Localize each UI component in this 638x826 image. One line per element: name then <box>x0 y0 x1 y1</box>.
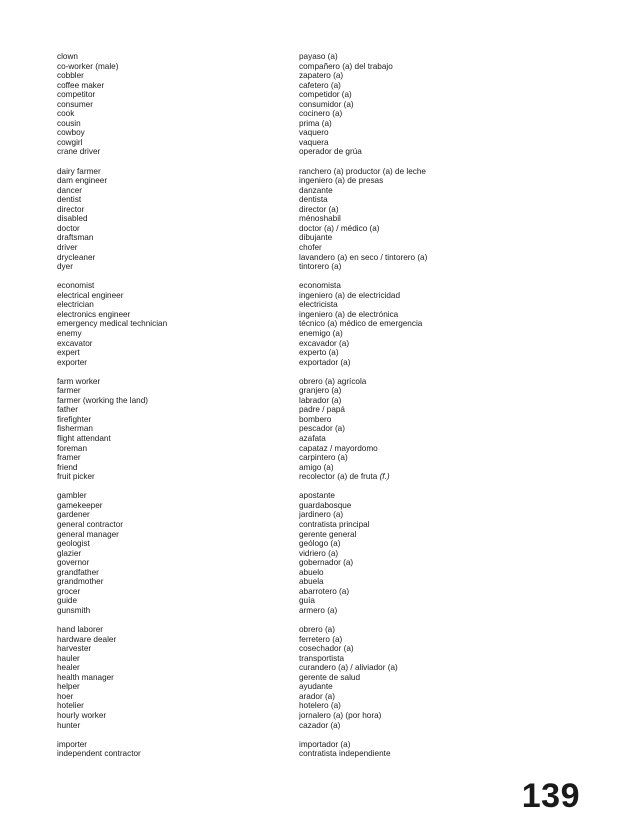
english-term: general manager <box>57 529 119 539</box>
english-term: firefighter <box>57 414 92 424</box>
spanish-translation-text: arador (a) <box>299 691 335 701</box>
spanish-translation <box>299 424 599 434</box>
spanish-translation-text: dibujante <box>299 233 333 243</box>
english-term: cowboy <box>57 128 85 138</box>
spanish-translation <box>299 300 599 310</box>
spanish-term-group <box>299 377 599 482</box>
spanish-translation <box>299 434 599 444</box>
english-term: hoer <box>57 691 74 701</box>
spanish-translation <box>299 90 599 100</box>
english-term: farm worker <box>57 376 101 386</box>
spanish-translation-text: ingeniero (a) de presas <box>299 176 384 186</box>
spanish-translation-text: vaquero <box>299 128 329 138</box>
spanish-translation-text: doctor (a) / médico (a) <box>299 223 380 233</box>
english-term: dam engineer <box>57 176 108 186</box>
english-term: importer <box>57 739 88 749</box>
spanish-term-group <box>299 167 599 272</box>
spanish-translation-text: capataz / mayordomo <box>299 443 378 453</box>
spanish-translation <box>299 635 599 645</box>
english-term: expert <box>57 348 80 358</box>
spanish-translation-text: dentista <box>299 195 328 205</box>
spanish-translation <box>299 654 599 664</box>
spanish-translation-text: hotelero (a) <box>299 701 341 711</box>
spanish-translation-text: importador (a) <box>299 739 351 749</box>
spanish-translation-text: vidriero (a) <box>299 548 339 558</box>
spanish-translation <box>299 644 599 654</box>
english-term: excavator <box>57 338 93 348</box>
spanish-translation <box>299 167 599 177</box>
spanish-translation-text: transportista <box>299 653 345 663</box>
english-term-group <box>57 377 299 482</box>
spanish-translation <box>299 510 599 520</box>
english-term: glazier <box>57 548 82 558</box>
english-term-group <box>57 52 299 157</box>
spanish-translation <box>299 673 599 683</box>
english-term: flight attendant <box>57 434 111 444</box>
spanish-translation <box>299 549 599 559</box>
spanish-translation-text: exportador (a) <box>299 357 351 367</box>
spanish-translation <box>299 692 599 702</box>
spanish-column <box>299 52 599 768</box>
spanish-translation <box>299 100 599 110</box>
english-term: enemy <box>57 328 82 338</box>
spanish-translation <box>299 596 599 606</box>
english-term: hotelier <box>57 701 84 711</box>
english-term-group <box>57 491 299 615</box>
english-term-group <box>57 625 299 730</box>
english-term: gunsmith <box>57 605 91 615</box>
english-term: governor <box>57 558 90 568</box>
spanish-translation-text: obrero (a) <box>299 625 335 635</box>
spanish-translation-text: obrero (a) agrícola <box>299 376 367 386</box>
spanish-translation <box>299 453 599 463</box>
spanish-translation <box>299 472 599 482</box>
spanish-translation <box>299 52 599 62</box>
spanish-translation-text: chofer <box>299 242 322 252</box>
english-term: grandmother <box>57 577 104 587</box>
spanish-term-group <box>299 52 599 157</box>
english-term: electrical engineer <box>57 290 124 300</box>
english-term: fruit picker <box>57 472 95 482</box>
english-term: grocer <box>57 586 81 596</box>
spanish-term-group <box>299 625 599 730</box>
spanish-translation-text: abuela <box>299 577 324 587</box>
english-term-group <box>57 281 299 367</box>
spanish-translation <box>299 281 599 291</box>
english-term: exporter <box>57 357 88 367</box>
english-term: cook <box>57 109 75 119</box>
english-term: co-worker (male) <box>57 61 119 71</box>
spanish-translation-text: carpintero (a) <box>299 453 348 463</box>
spanish-translation <box>299 329 599 339</box>
spanish-translation-text: amigo (a) <box>299 462 334 472</box>
spanish-translation-text: enemigo (a) <box>299 328 343 338</box>
spanish-translation-text: ranchero (a) productor (a) de leche <box>299 166 426 176</box>
english-term: clown <box>57 52 78 61</box>
english-term: drycleaner <box>57 252 96 262</box>
spanish-translation <box>299 625 599 635</box>
gender-note: (f.) <box>379 472 390 482</box>
spanish-translation <box>299 530 599 540</box>
spanish-translation <box>299 701 599 711</box>
page-number: 139 <box>521 777 580 815</box>
spanish-translation <box>299 358 599 368</box>
spanish-translation-text: cazador (a) <box>299 720 341 730</box>
spanish-translation <box>299 749 599 759</box>
spanish-translation-text: cocinero (a) <box>299 109 343 119</box>
spanish-translation <box>299 243 599 253</box>
spanish-translation <box>299 663 599 673</box>
spanish-translation-text: payaso (a) <box>299 52 338 61</box>
spanish-translation <box>299 176 599 186</box>
spanish-translation <box>299 81 599 91</box>
spanish-translation <box>299 119 599 129</box>
spanish-translation <box>299 415 599 425</box>
spanish-translation-text: guía <box>299 596 315 606</box>
spanish-translation-text: competidor (a) <box>299 90 352 100</box>
spanish-translation <box>299 62 599 72</box>
glossary-columns <box>57 52 617 768</box>
spanish-translation-text: prima (a) <box>299 118 332 128</box>
english-term-group <box>57 740 299 759</box>
spanish-translation-text: guardabosque <box>299 500 352 510</box>
english-term: dairy farmer <box>57 166 101 176</box>
english-term: cowgirl <box>57 137 83 147</box>
spanish-translation-text: azafata <box>299 434 326 444</box>
spanish-translation <box>299 71 599 81</box>
spanish-translation <box>299 348 599 358</box>
english-term: crane driver <box>57 147 101 157</box>
spanish-translation <box>299 128 599 138</box>
english-term: competitor <box>57 90 96 100</box>
english-term: disabled <box>57 214 88 224</box>
spanish-translation-text: zapatero (a) <box>299 71 344 81</box>
english-term: gamekeeper <box>57 500 103 510</box>
spanish-translation <box>299 682 599 692</box>
english-term: doctor <box>57 223 80 233</box>
english-term: dancer <box>57 185 83 195</box>
spanish-translation-text: electricista <box>299 300 338 310</box>
english-term: consumer <box>57 99 93 109</box>
spanish-translation <box>299 214 599 224</box>
english-term: gambler <box>57 491 87 501</box>
spanish-term-group <box>299 740 599 759</box>
spanish-term-group <box>299 281 599 367</box>
spanish-translation <box>299 568 599 578</box>
spanish-translation-text: director (a) <box>299 204 339 214</box>
spanish-translation-text: granjero (a) <box>299 386 342 396</box>
english-term: general contractor <box>57 519 123 529</box>
english-term: draftsman <box>57 233 94 243</box>
spanish-translation <box>299 396 599 406</box>
spanish-translation <box>299 386 599 396</box>
spanish-translation-text: abarrotero (a) <box>299 586 350 596</box>
spanish-translation-text: operador de grúa <box>299 147 362 157</box>
english-term: healer <box>57 663 80 673</box>
english-term: farmer (working the land) <box>57 395 149 405</box>
spanish-translation <box>299 606 599 616</box>
spanish-translation-text: jornalero (a) (por hora) <box>299 710 382 720</box>
spanish-translation-text: compañero (a) del trabajo <box>299 61 393 71</box>
spanish-translation <box>299 195 599 205</box>
spanish-translation <box>299 405 599 415</box>
spanish-translation <box>299 377 599 387</box>
spanish-translation <box>299 539 599 549</box>
spanish-translation-text: ménoshabil <box>299 214 341 224</box>
spanish-translation-text: técnico (a) médico de emergencia <box>299 319 423 329</box>
spanish-translation-text: apostante <box>299 491 335 501</box>
english-term: hunter <box>57 720 81 730</box>
spanish-translation-text: experto (a) <box>299 348 339 358</box>
spanish-translation-text: abuelo <box>299 567 324 577</box>
spanish-translation <box>299 253 599 263</box>
spanish-translation-text: consumidor (a) <box>299 99 354 109</box>
spanish-translation-text: jardinero (a) <box>299 510 344 520</box>
english-term: hauler <box>57 653 80 663</box>
spanish-translation <box>299 224 599 234</box>
english-term: hardware dealer <box>57 634 117 644</box>
english-term: foreman <box>57 443 88 453</box>
spanish-translation-text: bombero <box>299 414 332 424</box>
spanish-translation-text: economista <box>299 281 341 291</box>
spanish-translation <box>299 711 599 721</box>
spanish-translation-text: ingeniero (a) de electrónica <box>299 309 399 319</box>
spanish-translation <box>299 291 599 301</box>
english-term: fisherman <box>57 424 93 434</box>
spanish-translation-text: ayudante <box>299 682 333 692</box>
spanish-translation <box>299 310 599 320</box>
spanish-translation <box>299 186 599 196</box>
english-term: electronics engineer <box>57 309 131 319</box>
english-term-group <box>57 167 299 272</box>
english-term: driver <box>57 242 78 252</box>
spanish-translation-text: curandero (a) / aliviador (a) <box>299 663 398 673</box>
spanish-translation <box>299 444 599 454</box>
english-term: hourly worker <box>57 710 107 720</box>
spanish-translation <box>299 740 599 750</box>
spanish-translation <box>299 520 599 530</box>
english-term: economist <box>57 281 95 291</box>
english-term: friend <box>57 462 78 472</box>
spanish-translation-text: cafetero (a) <box>299 80 341 90</box>
spanish-translation-text: contratista principal <box>299 519 370 529</box>
english-term: father <box>57 405 78 415</box>
english-term: cousin <box>57 118 81 128</box>
spanish-translation <box>299 339 599 349</box>
english-term: director <box>57 204 85 214</box>
spanish-translation <box>299 233 599 243</box>
spanish-translation-text: pescador (a) <box>299 424 345 434</box>
spanish-translation-text: labrador (a) <box>299 395 342 405</box>
spanish-translation <box>299 138 599 148</box>
english-term: dentist <box>57 195 82 205</box>
spanish-translation-text: gerente de salud <box>299 672 360 682</box>
spanish-translation-text: gobernador (a) <box>299 558 354 568</box>
english-term: hand laborer <box>57 625 103 635</box>
spanish-translation-text: padre / papá <box>299 405 345 415</box>
spanish-translation-text: excavador (a) <box>299 338 350 348</box>
spanish-translation-text: tintorero (a) <box>299 262 342 272</box>
english-term: guide <box>57 596 78 606</box>
spanish-translation-text: armero (a) <box>299 605 338 615</box>
spanish-translation-text: recolector (a) de fruta <box>299 472 378 482</box>
spanish-translation <box>299 109 599 119</box>
spanish-translation <box>299 147 599 157</box>
spanish-translation <box>299 558 599 568</box>
english-term: framer <box>57 453 81 463</box>
english-term: independent contractor <box>57 749 141 759</box>
english-term: harvester <box>57 644 92 654</box>
spanish-translation <box>299 319 599 329</box>
spanish-translation <box>299 501 599 511</box>
english-term: coffee maker <box>57 80 105 90</box>
english-term: emergency medical technician <box>57 319 168 329</box>
spanish-translation-text: danzante <box>299 185 333 195</box>
english-term: cobbler <box>57 71 84 81</box>
spanish-translation-text: vaquera <box>299 137 329 147</box>
spanish-translation <box>299 577 599 587</box>
spanish-translation-text: cosechador (a) <box>299 644 354 654</box>
spanish-translation <box>299 205 599 215</box>
english-term: geologist <box>57 539 90 549</box>
spanish-translation <box>299 721 599 731</box>
spanish-translation-text: gerente general <box>299 529 357 539</box>
english-term: grandfather <box>57 567 99 577</box>
english-term: electrician <box>57 300 94 310</box>
spanish-translation <box>299 587 599 597</box>
spanish-translation-text: lavandero (a) en seco / tintorero (a) <box>299 252 428 262</box>
english-column <box>57 52 299 768</box>
english-term: health manager <box>57 672 114 682</box>
spanish-translation <box>299 463 599 473</box>
spanish-translation <box>299 262 599 272</box>
spanish-translation-text: geólogo (a) <box>299 539 341 549</box>
english-term: helper <box>57 682 80 692</box>
spanish-translation-text: ferretero (a) <box>299 634 343 644</box>
english-term: dyer <box>57 262 73 272</box>
spanish-term-group <box>299 491 599 615</box>
spanish-translation <box>299 491 599 501</box>
spanish-translation-text: ingeniero (a) de electricidad <box>299 290 401 300</box>
english-term: farmer <box>57 386 81 396</box>
spanish-translation-text: contratista independiente <box>299 749 391 759</box>
english-term: gardener <box>57 510 90 520</box>
